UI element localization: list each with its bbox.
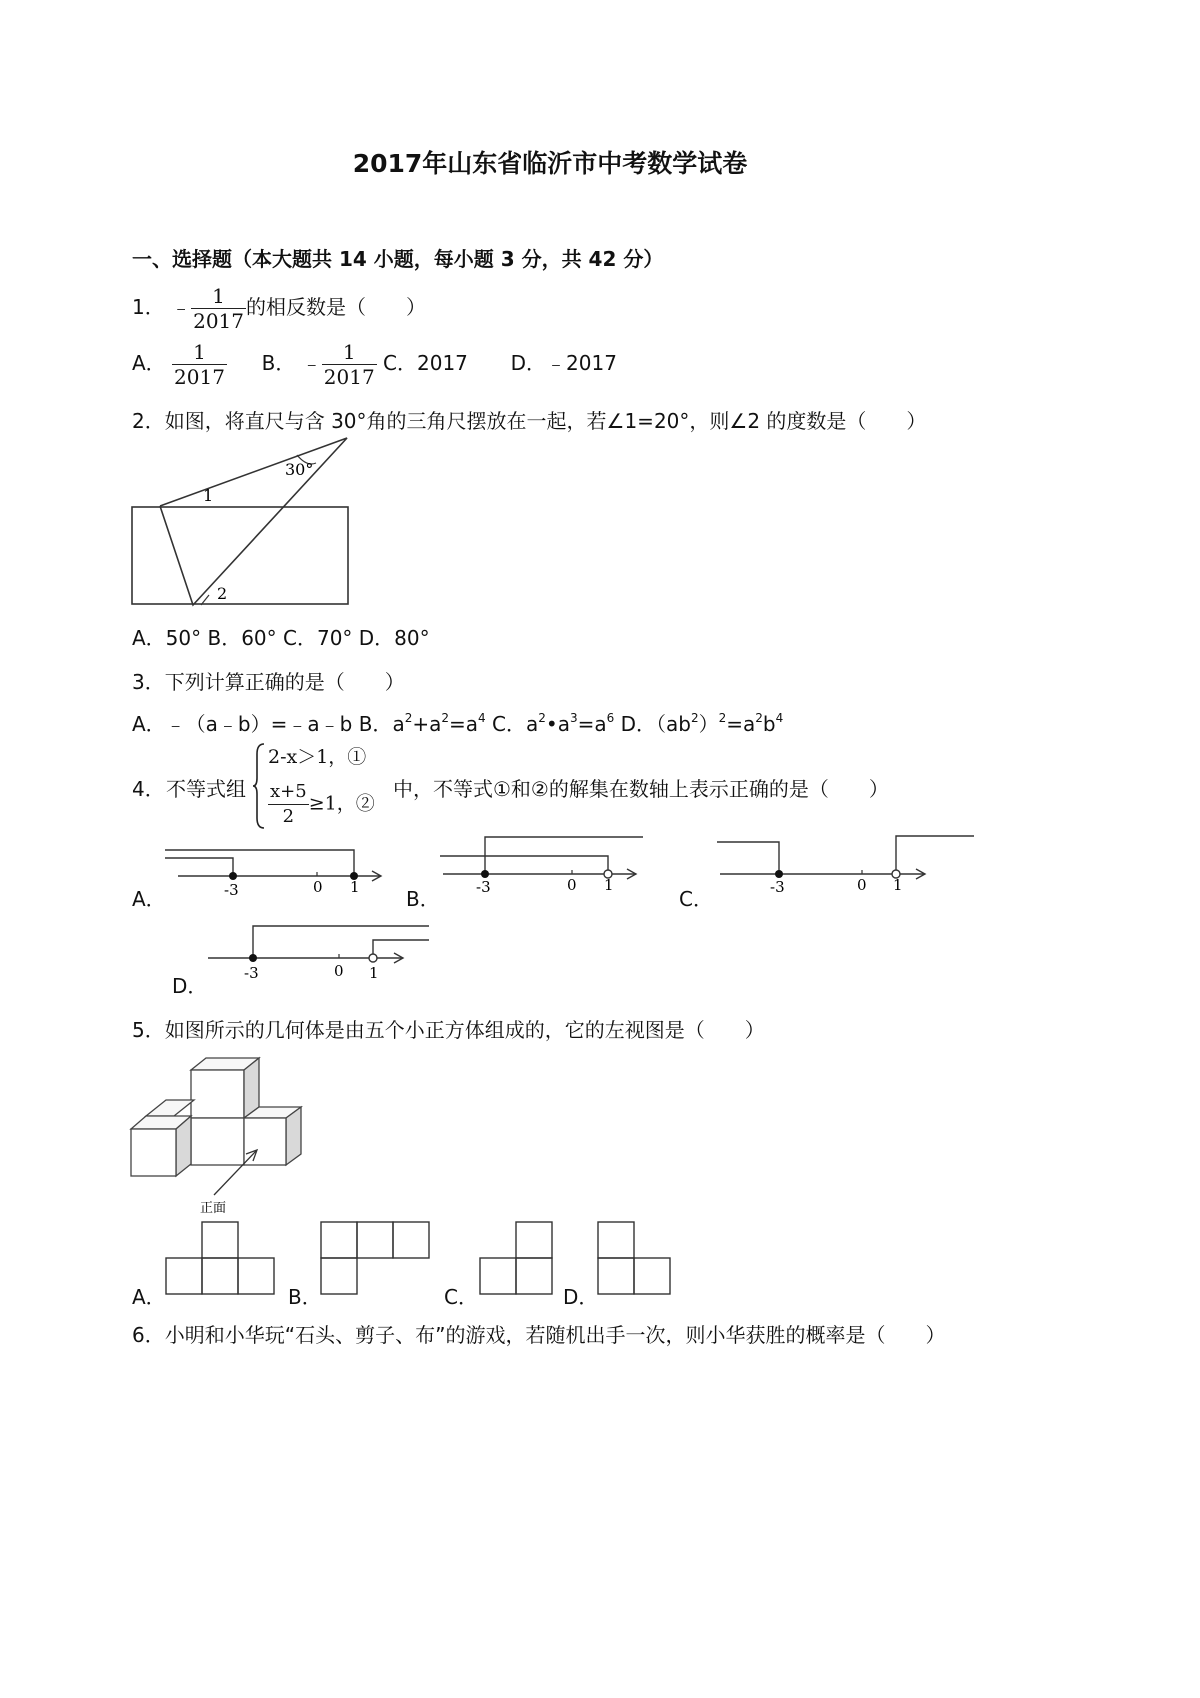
- option-c: C．2017: [383, 351, 468, 375]
- tick-label-neg3: -3: [476, 878, 491, 896]
- fraction: [268, 780, 309, 829]
- option-b-label: B．: [261, 351, 296, 375]
- question-1-options: [132, 340, 617, 389]
- expr: a: [392, 712, 405, 736]
- option-b-fraction: [322, 340, 377, 389]
- option-d-label: D．: [172, 974, 208, 998]
- denominator: 2017: [323, 365, 375, 389]
- option-c-label: C．: [492, 712, 526, 736]
- tick-label-0: 0: [313, 878, 323, 896]
- exponent: 2: [441, 711, 449, 725]
- expr: a: [525, 712, 539, 736]
- angle-1-label: 1: [203, 486, 214, 505]
- expr: ）: [698, 712, 719, 736]
- tick-label-1: 1: [893, 876, 903, 894]
- question-6: 6．小明和小华玩“石头、剪子、布”的游戏，若随机出手一次，则小华获胜的概率是（ ）: [132, 1323, 946, 1347]
- numerator: 1: [342, 340, 356, 364]
- option-a: A．﹣（a﹣b）=﹣a﹣b: [132, 712, 353, 736]
- expr: =a: [726, 712, 756, 736]
- option-a-label: A．: [132, 887, 166, 911]
- numerator: 1: [193, 340, 206, 364]
- denominator: 2017: [174, 365, 225, 389]
- exponent: 2: [538, 711, 546, 725]
- question-2: 2．如图，将直尺与含 30°角的三角尺摆放在一起，若∠1=20°，则∠2 的度数是（ ）: [132, 409, 927, 433]
- option-a-label: A．: [132, 1285, 166, 1309]
- denominator: 2: [268, 804, 309, 829]
- minus-sign: ﹣: [171, 295, 192, 319]
- section-heading: 一、选择题（本大题共 14 小题，每小题 3 分，共 42 分）: [132, 247, 664, 271]
- denominator: 2017: [193, 309, 244, 333]
- option-b-label: B．: [358, 712, 393, 736]
- tick-label-1: 1: [369, 964, 379, 982]
- option-d: D．﹣2017: [510, 351, 617, 375]
- question-4-stem: 中，不等式①和②的解集在数轴上表示正确的是（ ）: [393, 777, 889, 801]
- q2-figure: [125, 435, 365, 610]
- tick-label-1: 1: [350, 878, 360, 896]
- question-stem: 的相反数是（ ）: [246, 295, 426, 319]
- number-line-a: [160, 840, 390, 900]
- exponent: 2: [690, 711, 699, 725]
- tick-label-0: 0: [567, 876, 577, 894]
- cube-solid-figure: [128, 1052, 308, 1214]
- left-view-option-a: [164, 1220, 278, 1296]
- option-b-label: B．: [406, 887, 440, 911]
- exponent: 2: [404, 711, 413, 725]
- option-d-label: D．: [563, 1285, 599, 1309]
- numerator: 1: [212, 284, 225, 308]
- question-5: 5．如图所示的几何体是由五个小正方体组成的，它的左视图是（ ）: [132, 1018, 765, 1042]
- inequality-1: 2-x＞1，①: [268, 746, 367, 768]
- minus-sign: ﹣: [301, 351, 322, 375]
- expr: =a: [577, 712, 607, 736]
- question-4-number: 4．: [132, 777, 165, 801]
- angle-2-label: 2: [217, 584, 228, 603]
- option-c-label: C．: [444, 1285, 478, 1309]
- inequality-2: [268, 780, 375, 829]
- triangle-ruler: [160, 438, 347, 605]
- fraction: [191, 284, 246, 333]
- exponent: 6: [606, 711, 615, 725]
- angle-30-label: 30°: [285, 460, 314, 479]
- tick-label-neg3: -3: [770, 878, 785, 896]
- option-c-label: C．: [679, 887, 713, 911]
- question-1: [132, 284, 426, 333]
- exponent: 3: [569, 711, 578, 725]
- number-line-b: [435, 834, 650, 896]
- tick-label-neg3: -3: [244, 964, 259, 982]
- option-a-label: A．: [132, 351, 166, 375]
- expr: •a: [545, 712, 570, 736]
- system-brace: [252, 742, 266, 830]
- exponent: 4: [775, 711, 784, 725]
- tick-label-0: 0: [857, 876, 867, 894]
- question-number: 1．: [132, 295, 165, 319]
- inequality-rest: ≥1，②: [308, 792, 375, 815]
- expr: +a: [412, 712, 442, 736]
- left-view-option-c: [478, 1220, 558, 1296]
- tick-label-0: 0: [334, 962, 344, 980]
- option-b-label: B．: [288, 1285, 322, 1309]
- option-d-label: D．（ab: [620, 712, 691, 736]
- question-4-prefix: 不等式组: [166, 777, 246, 801]
- exponent: 4: [478, 711, 486, 725]
- exponent: 2: [755, 711, 763, 725]
- tick-label-1: 1: [604, 876, 614, 894]
- question-3-options: [132, 708, 783, 737]
- left-view-option-d: [596, 1220, 676, 1296]
- tick-label-neg3: -3: [224, 881, 239, 899]
- numerator: x+5: [270, 781, 307, 802]
- expr: =a: [449, 712, 479, 736]
- question-2-options: A．50° B．60° C．70° D．80°: [132, 626, 430, 650]
- front-label: 正面: [200, 1201, 227, 1214]
- number-line-c: [712, 830, 977, 896]
- left-view-option-b: [319, 1220, 433, 1296]
- number-line-d: [200, 918, 435, 982]
- page-title: 2017年山东省临沂市中考数学试卷: [352, 149, 748, 178]
- exponent: 2: [718, 711, 727, 725]
- expr: b: [762, 712, 776, 736]
- option-a-fraction: [172, 340, 227, 389]
- question-3: 3．下列计算正确的是（ ）: [132, 670, 405, 694]
